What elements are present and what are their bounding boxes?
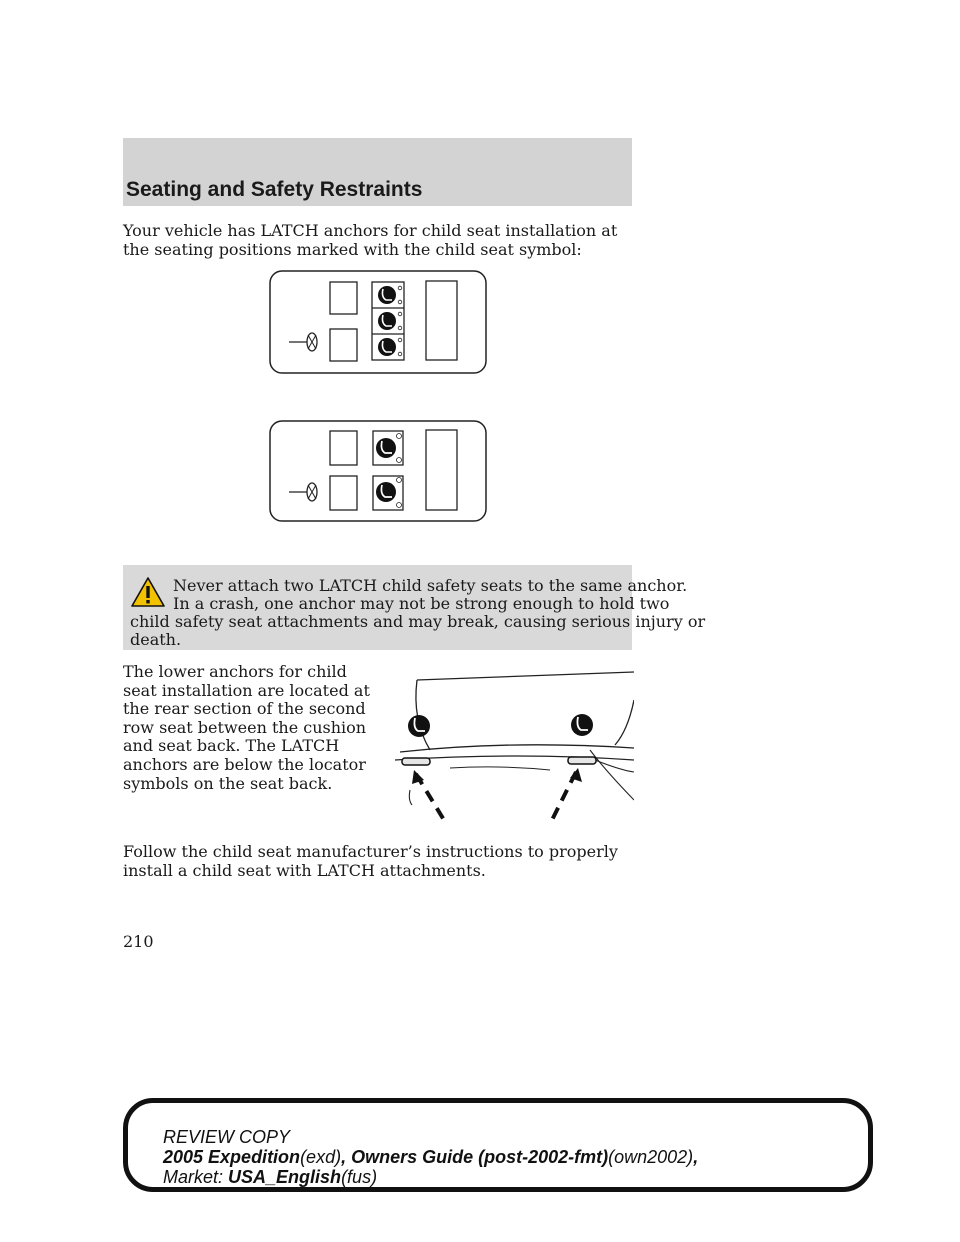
anchor-location-paragraph: The lower anchors for child seat installation are located at the rear section of the second row seat between the cushion and seat back. The LATCH anchors are below the locator symbols on the seat back. (123, 662, 370, 793)
footer-comma: , (693, 1147, 699, 1167)
footer-market-line (163, 1167, 377, 1187)
footer-model-line (163, 1147, 698, 1167)
footer-guide: , Owners Guide (post-2002-fmt) (341, 1147, 609, 1167)
seating-diagram-three-latch (269, 270, 487, 374)
child-seat-icon (571, 714, 593, 736)
steering-wheel-icon (307, 333, 317, 351)
page-number: 210 (123, 932, 154, 951)
intro-paragraph: Your vehicle has LATCH anchors for child seat installation at the seating positions marked with the child seat symbol: (123, 221, 618, 259)
footer-market: USA_English (228, 1167, 342, 1187)
warning-text-line: Never attach two LATCH child safety seats to the same anchor. (173, 576, 688, 595)
section-title: Seating and Safety Restraints (126, 178, 423, 201)
footer-market-code: (fus) (341, 1167, 378, 1187)
warning-text-line: death. (130, 630, 182, 649)
footer-model: 2005 Expedition (163, 1147, 301, 1167)
footer-model-code: (exd) (300, 1147, 342, 1167)
footer-guide-code: (own2002) (608, 1147, 694, 1167)
child-seat-icon (408, 715, 430, 737)
footer-market-label: Market: (163, 1167, 224, 1187)
seating-diagram-two-latch (269, 420, 487, 524)
review-copy-label: REVIEW COPY (163, 1127, 291, 1147)
instructions-paragraph: Follow the child seat manufacturer’s instructions to properly install a child seat with LATCH attachments. (123, 842, 618, 880)
warning-text-line: In a crash, one anchor may not be strong enough to hold two (173, 594, 670, 613)
warning-triangle-icon (130, 576, 166, 608)
steering-wheel-icon (307, 483, 317, 501)
latch-anchor-illustration (390, 660, 634, 830)
warning-text-line: child safety seat attachments and may break, causing serious injury or (130, 612, 706, 631)
